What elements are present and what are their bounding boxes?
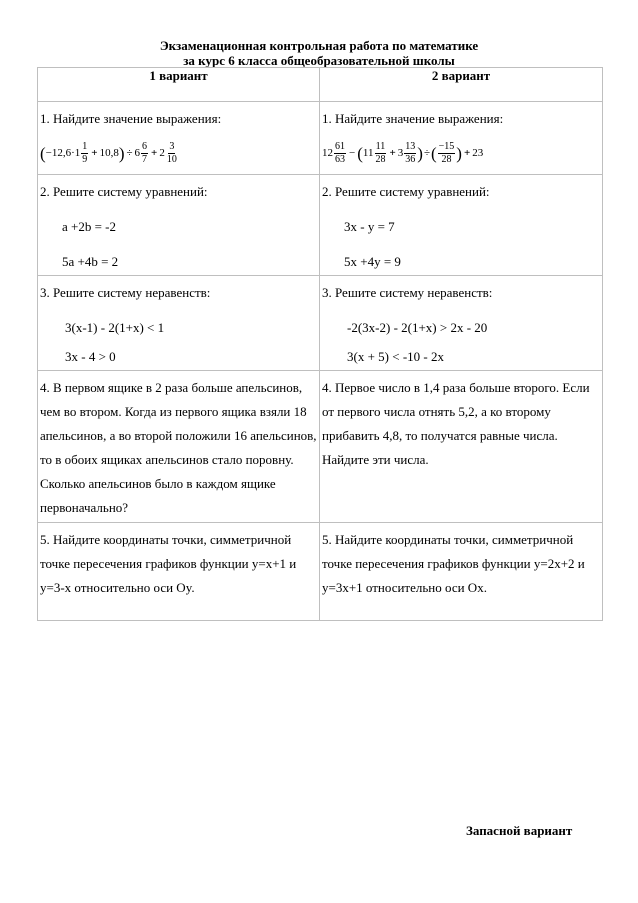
v1-task-1-expression: ( −12,6·1 $\frac{1}{9}$ + 10,8 ) ÷ 6 $\frac{6}{7}$ + 2 $\frac{3}{10}$ <box>40 140 177 165</box>
v2-task-4-text: 4. Первое число в 1,4 раза больше второго. Если от первого числа отнять 5,2, а ко второму прибавить 4,8, то получатся равные числа. Найдите эти числа. <box>322 380 590 467</box>
v2-task-4-cell <box>320 371 603 523</box>
v1-task-3-prompt: 3. Решите систему неравенств: <box>40 285 211 300</box>
v1-task-2-eq2: 5a +4b = 2 <box>62 254 119 269</box>
v1-task-2-prompt: 2. Решите систему уравнений: <box>40 184 208 199</box>
v2-task-3-cell <box>320 276 603 371</box>
v2-task-3-ineq2: 3(x + 5) < -10 - 2x <box>347 349 444 364</box>
variant-2-header: 2 вариант <box>320 68 603 102</box>
v2-task-2-prompt: 2. Решите систему уравнений: <box>322 184 490 199</box>
v2-task-1-cell <box>320 102 603 175</box>
v2-task-5-text: 5. Найдите координаты точки, симметричной точке пересечения графиков функции y=2x+2 и y=3x+1 относительно оси Ox. <box>322 532 585 595</box>
variant-1-header: 1 вариант <box>38 68 320 102</box>
v1-task-3-cell <box>38 276 320 371</box>
v2-task-2-cell <box>320 175 603 276</box>
reserve-variant-label: Запасной вариант <box>466 823 573 838</box>
exam-subtitle: за курс 6 класса общеобразовательной школы <box>183 53 455 68</box>
variants-table <box>37 67 603 621</box>
v1-task-3-ineq2: 3x - 4 > 0 <box>65 349 116 364</box>
v1-task-2-eq1: a +2b = -2 <box>62 219 117 234</box>
v2-task-1-prompt: 1. Найдите значение выражения: <box>322 111 504 126</box>
v1-task-4-text: 4. В первом ящике в 2 раза больше апельсинов, чем во втором. Когда из первого ящика взяли 18 апельсинов, а во второй положили 16 апельсинов, то в обоих ящиках апельсинов стало поровну. Сколько апельсинов было в каждом ящике первоначально? <box>40 380 317 515</box>
v2-task-1-expression: 12 $\frac{61}{63}$ − ( 11 $\frac{11}{28}$ + 3 $\frac{13}{36}$ ) ÷ ( $\frac{-15}{28}$ ) + 23 <box>322 140 484 165</box>
v1-task-2-cell <box>38 175 320 276</box>
v1-task-4-cell <box>38 371 320 523</box>
task-2-row <box>38 175 603 276</box>
v2-task-2-eq2: 5x +4y = 9 <box>344 254 401 269</box>
task-3-row <box>38 276 603 371</box>
table-header-row <box>38 68 603 102</box>
v1-task-3-ineq1: 3(x-1) - 2(1+x) < 1 <box>65 320 165 335</box>
v2-task-3-prompt: 3. Решите систему неравенств: <box>322 285 493 300</box>
v1-task-5-text: 5. Найдите координаты точки, симметричной точке пересечения графиков функции y=x+1 и y=3-x относительно оси Oy. <box>40 532 297 595</box>
v1-task-1-cell <box>38 102 320 175</box>
v2-task-3-ineq1: -2(3x-2) - 2(1+x) > 2x - 20 <box>347 320 488 335</box>
task-4-row <box>38 371 603 523</box>
task-5-row <box>38 523 603 621</box>
v2-task-5-cell <box>320 523 603 621</box>
v1-task-5-cell <box>38 523 320 621</box>
v1-task-1-prompt: 1. Найдите значение выражения: <box>40 111 222 126</box>
exam-title: Экзаменационная контрольная работа по математике <box>159 38 479 53</box>
task-1-row <box>38 102 603 175</box>
v2-task-2-eq1: 3x - y = 7 <box>344 219 395 234</box>
